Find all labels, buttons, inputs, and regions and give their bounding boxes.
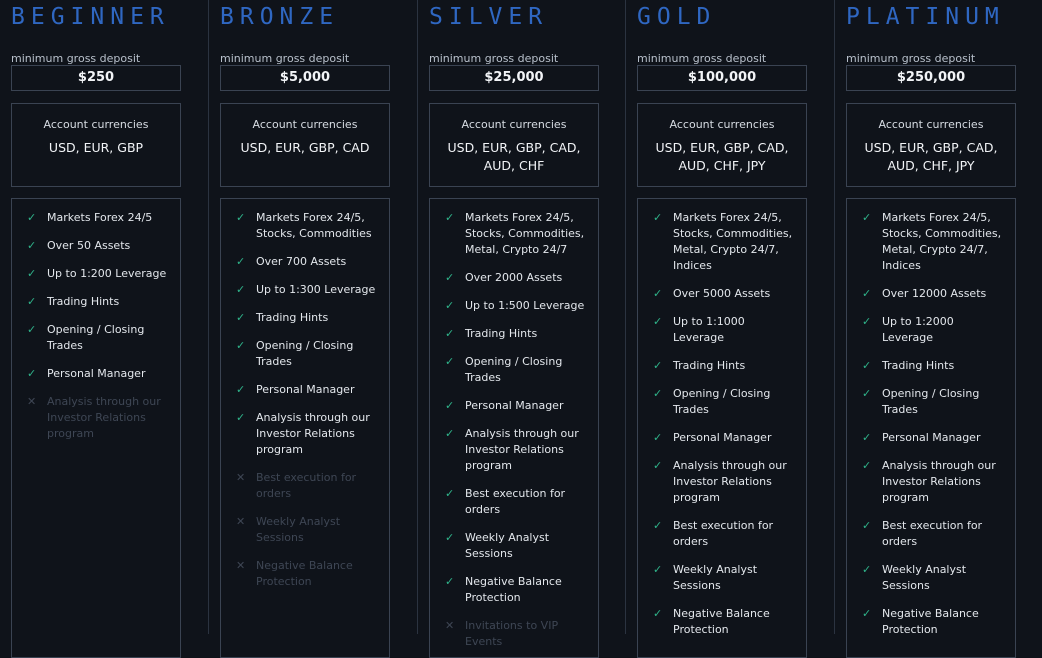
feature-item	[862, 430, 1007, 446]
feature-label: Markets Forex 24/5, Stocks, Commodities, Metal, Crypto 24/7, Indices	[882, 211, 1002, 272]
check-icon: ✓	[236, 383, 246, 396]
feature-label: Analysis through our Investor Relations program	[673, 459, 787, 504]
minimum-deposit-value: $5,000	[220, 65, 390, 91]
feature-item	[653, 518, 798, 550]
feature-item	[653, 314, 798, 346]
feature-label: Negative Balance Protection	[673, 607, 770, 636]
check-icon: ✓	[445, 399, 455, 412]
check-icon: ✓	[236, 211, 246, 224]
check-icon: ✓	[445, 355, 455, 368]
cross-icon: ✕	[27, 395, 37, 408]
currencies-label: Account currencies	[669, 118, 775, 131]
feature-label: Opening / Closing Trades	[47, 323, 145, 352]
feature-item	[236, 310, 381, 326]
check-icon: ✓	[27, 239, 37, 252]
feature-label: Negative Balance Protection	[465, 575, 562, 604]
check-icon: ✓	[862, 563, 872, 576]
feature-item	[445, 270, 590, 286]
check-icon: ✓	[653, 519, 663, 532]
currencies-label: Account currencies	[43, 118, 149, 131]
feature-item	[27, 322, 172, 354]
feature-item	[862, 458, 1007, 506]
feature-item	[445, 398, 590, 414]
feature-item	[445, 210, 590, 258]
check-icon: ✓	[653, 359, 663, 372]
feature-label: Weekly Analyst Sessions	[882, 563, 967, 592]
feature-item	[236, 382, 381, 398]
currencies-value: USD, EUR, GBP, CAD, AUD, CHF, JPY	[864, 140, 998, 173]
check-icon: ✓	[862, 607, 872, 620]
feature-label: Trading Hints	[882, 359, 955, 372]
deposit-label: minimum gross deposit	[11, 52, 141, 65]
check-icon: ✓	[236, 283, 246, 296]
feature-label: Trading Hints	[465, 327, 538, 340]
check-icon: ✓	[653, 459, 663, 472]
feature-item	[445, 574, 590, 606]
feature-item	[445, 326, 590, 342]
feature-label: Trading Hints	[673, 359, 746, 372]
feature-label: Opening / Closing Trades	[465, 355, 563, 384]
check-icon: ✓	[445, 211, 455, 224]
feature-label: Over 50 Assets	[47, 239, 131, 252]
currencies-box	[429, 103, 599, 187]
check-icon: ✓	[862, 519, 872, 532]
check-icon: ✓	[27, 367, 37, 380]
feature-label: Up to 1:200 Leverage	[47, 267, 167, 280]
currencies-box	[846, 103, 1016, 187]
check-icon: ✓	[445, 271, 455, 284]
currencies-box	[637, 103, 807, 187]
feature-item	[445, 354, 590, 386]
plan-title: BRONZE	[220, 4, 340, 30]
cross-icon: ✕	[236, 471, 246, 484]
currencies-label: Account currencies	[252, 118, 358, 131]
check-icon: ✓	[653, 431, 663, 444]
check-icon: ✓	[862, 387, 872, 400]
feature-label: Over 2000 Assets	[465, 271, 563, 284]
features-list	[637, 198, 807, 658]
feature-label: Best execution for orders	[882, 519, 983, 548]
feature-item	[27, 238, 172, 254]
feature-item	[27, 294, 172, 310]
feature-item	[27, 394, 172, 442]
feature-label: Trading Hints	[256, 311, 329, 324]
feature-item	[27, 210, 172, 226]
check-icon: ✓	[27, 211, 37, 224]
check-icon: ✓	[862, 315, 872, 328]
plan-title: SILVER	[429, 4, 549, 30]
minimum-deposit-value: $100,000	[637, 65, 807, 91]
cross-icon: ✕	[445, 619, 455, 632]
check-icon: ✓	[445, 327, 455, 340]
minimum-deposit-value: $25,000	[429, 65, 599, 91]
feature-label: Best execution for orders	[465, 487, 566, 516]
feature-item	[445, 618, 590, 650]
feature-label: Markets Forex 24/5, Stocks, Commodities, Metal, Crypto 24/7, Indices	[673, 211, 793, 272]
feature-label: Personal Manager	[673, 431, 772, 444]
feature-item	[862, 286, 1007, 302]
deposit-label: minimum gross deposit	[429, 52, 559, 65]
currencies-box	[11, 103, 181, 187]
plan-column-silver	[417, 0, 625, 648]
feature-label: Weekly Analyst Sessions	[673, 563, 758, 592]
feature-label: Over 12000 Assets	[882, 287, 987, 300]
currencies-value: USD, EUR, GBP, CAD, AUD, CHF	[447, 140, 581, 173]
features-list	[11, 198, 181, 658]
check-icon: ✓	[445, 427, 455, 440]
feature-item	[862, 386, 1007, 418]
feature-label: Personal Manager	[47, 367, 146, 380]
feature-label: Personal Manager	[882, 431, 981, 444]
check-icon: ✓	[236, 411, 246, 424]
feature-label: Over 700 Assets	[256, 255, 347, 268]
feature-label: Best execution for orders	[256, 471, 357, 500]
feature-item	[445, 298, 590, 314]
feature-label: Up to 1:1000 Leverage	[673, 315, 745, 344]
feature-label: Weekly Analyst Sessions	[465, 531, 550, 560]
features-list	[220, 198, 390, 658]
cross-icon: ✕	[236, 515, 246, 528]
feature-label: Opening / Closing Trades	[256, 339, 354, 368]
check-icon: ✓	[445, 487, 455, 500]
feature-label: Analysis through our Investor Relations program	[256, 411, 370, 456]
currencies-value: USD, EUR, GBP, CAD	[240, 140, 370, 155]
minimum-deposit-value: $250,000	[846, 65, 1016, 91]
plan-column-platinum	[834, 0, 1042, 634]
feature-label: Personal Manager	[465, 399, 564, 412]
check-icon: ✓	[236, 311, 246, 324]
feature-label: Up to 1:300 Leverage	[256, 283, 376, 296]
feature-label: Weekly Analyst Sessions	[256, 515, 341, 544]
currencies-value: USD, EUR, GBP	[48, 140, 144, 155]
check-icon: ✓	[653, 211, 663, 224]
features-list	[429, 198, 599, 658]
feature-item	[236, 282, 381, 298]
feature-item	[236, 470, 381, 502]
check-icon: ✓	[236, 255, 246, 268]
check-icon: ✓	[653, 287, 663, 300]
feature-item	[862, 606, 1007, 638]
check-icon: ✓	[862, 287, 872, 300]
feature-item	[653, 210, 798, 274]
plan-column-bronze	[208, 0, 416, 634]
feature-label: Markets Forex 24/5	[47, 211, 153, 224]
cross-icon: ✕	[236, 559, 246, 572]
feature-label: Analysis through our Investor Relations program	[47, 395, 161, 440]
check-icon: ✓	[653, 315, 663, 328]
feature-item	[653, 386, 798, 418]
currencies-value: USD, EUR, GBP, CAD, AUD, CHF, JPY	[655, 140, 789, 173]
feature-item	[236, 254, 381, 270]
feature-item	[862, 562, 1007, 594]
feature-label: Personal Manager	[256, 383, 355, 396]
currencies-box	[220, 103, 390, 187]
feature-label: Best execution for orders	[673, 519, 774, 548]
check-icon: ✓	[27, 323, 37, 336]
feature-item	[653, 286, 798, 302]
feature-label: Opening / Closing Trades	[673, 387, 771, 416]
plan-column-beginner	[0, 0, 208, 634]
check-icon: ✓	[862, 459, 872, 472]
check-icon: ✓	[445, 575, 455, 588]
minimum-deposit-value: $250	[11, 65, 181, 91]
feature-item	[653, 430, 798, 446]
feature-item	[653, 358, 798, 374]
deposit-label: minimum gross deposit	[220, 52, 350, 65]
feature-item	[862, 358, 1007, 374]
plan-column-gold	[625, 0, 833, 634]
feature-label: Trading Hints	[47, 295, 120, 308]
feature-item	[445, 486, 590, 518]
feature-label: Markets Forex 24/5, Stocks, Commodities, Metal, Crypto 24/7	[465, 211, 585, 256]
plan-title: BEGINNER	[11, 4, 170, 30]
feature-label: Opening / Closing Trades	[882, 387, 980, 416]
feature-label: Markets Forex 24/5, Stocks, Commodities	[256, 211, 372, 240]
feature-item	[862, 518, 1007, 550]
check-icon: ✓	[862, 359, 872, 372]
deposit-label: minimum gross deposit	[637, 52, 767, 65]
plan-title: PLATINUM	[846, 4, 1005, 30]
features-list	[846, 198, 1016, 658]
feature-item	[27, 366, 172, 382]
feature-item	[862, 210, 1007, 274]
feature-item	[236, 338, 381, 370]
feature-item	[236, 410, 381, 458]
feature-item	[445, 426, 590, 474]
currencies-label: Account currencies	[461, 118, 567, 131]
feature-item	[445, 530, 590, 562]
feature-item	[653, 606, 798, 638]
feature-label: Analysis through our Investor Relations program	[465, 427, 579, 472]
feature-label: Over 5000 Assets	[673, 287, 771, 300]
feature-item	[236, 514, 381, 546]
feature-item	[862, 314, 1007, 346]
check-icon: ✓	[445, 299, 455, 312]
check-icon: ✓	[653, 607, 663, 620]
feature-item	[653, 562, 798, 594]
check-icon: ✓	[27, 267, 37, 280]
feature-label: Negative Balance Protection	[882, 607, 979, 636]
feature-label: Analysis through our Investor Relations program	[882, 459, 996, 504]
feature-item	[653, 458, 798, 506]
check-icon: ✓	[653, 387, 663, 400]
feature-label: Up to 1:500 Leverage	[465, 299, 585, 312]
feature-label: Up to 1:2000 Leverage	[882, 315, 954, 344]
check-icon: ✓	[445, 531, 455, 544]
deposit-label: minimum gross deposit	[846, 52, 976, 65]
feature-label: Invitations to VIP Events	[465, 619, 559, 648]
feature-item	[27, 266, 172, 282]
check-icon: ✓	[862, 211, 872, 224]
check-icon: ✓	[653, 563, 663, 576]
feature-item	[236, 558, 381, 590]
feature-item	[236, 210, 381, 242]
check-icon: ✓	[27, 295, 37, 308]
currencies-label: Account currencies	[878, 118, 984, 131]
plan-title: GOLD	[637, 4, 717, 30]
check-icon: ✓	[862, 431, 872, 444]
feature-label: Negative Balance Protection	[256, 559, 353, 588]
check-icon: ✓	[236, 339, 246, 352]
